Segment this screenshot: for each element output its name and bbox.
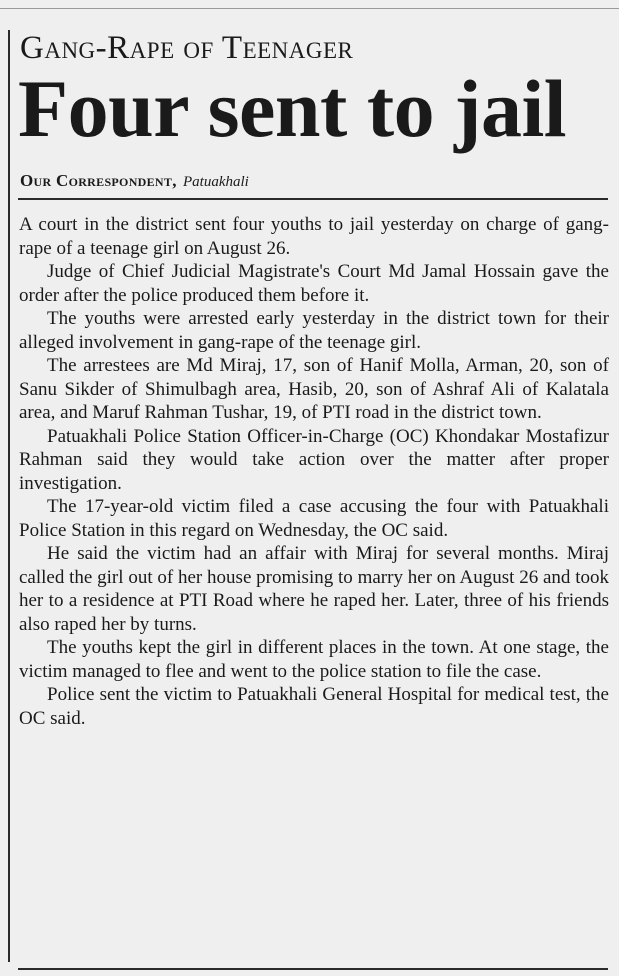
paragraph: He said the victim had an affair with Miraj for several months. Miraj called the girl out of her house promising to marry her on August 26 and took her to a residence at PTI Road where he raped her. Later, three of his friends also raped her by turns. <box>19 543 609 635</box>
paragraph: Patuakhali Police Station Officer-in-Charge (OC) Khondakar Mostafizur Rahman said they would take action over the matter after proper investigation. <box>19 425 609 494</box>
top-edge-line <box>0 8 619 9</box>
column-rule-left <box>8 30 10 962</box>
bottom-rule <box>18 968 608 970</box>
paragraph: The youths kept the girl in different places in the town. At one stage, the victim managed to flee and went to the police station to file the case. <box>19 637 609 682</box>
paragraph: The youths were arrested early yesterday in the district town for their alleged involvement in gang-rape of the teenage girl. <box>19 308 609 353</box>
paragraph: A court in the district sent four youths to jail yesterday on charge of gang-rape of a teenage girl on August 26. <box>19 214 609 259</box>
byline <box>20 170 249 193</box>
paragraph: The 17-year-old victim filed a case accusing the four with Patuakhali Police Station in this regard on Wednesday, the OC said. <box>19 496 609 541</box>
kicker-heading: Gang-Rape of Teenager <box>20 30 354 66</box>
paragraph: Judge of Chief Judicial Magistrate's Court Md Jamal Hossain gave the order after the police produced them before it. <box>19 261 609 306</box>
article-body <box>19 213 609 730</box>
byline-location: Patuakhali <box>183 174 249 190</box>
headline: Four sent to jail <box>18 63 567 154</box>
byline-divider <box>18 198 608 200</box>
paragraph: The arrestees are Md Miraj, 17, son of Hanif Molla, Arman, 20, son of Sanu Sikder of Shimulbagh area, Hasib, 20, son of Ashraf Ali of Kalatala area, and Maruf Rahman Tushar, 19, of PTI road in the district town. <box>19 355 609 423</box>
byline-author: Our Correspondent, <box>20 171 177 190</box>
paragraph: Police sent the victim to Patuakhali General Hospital for medical test, the OC said. <box>19 684 609 729</box>
